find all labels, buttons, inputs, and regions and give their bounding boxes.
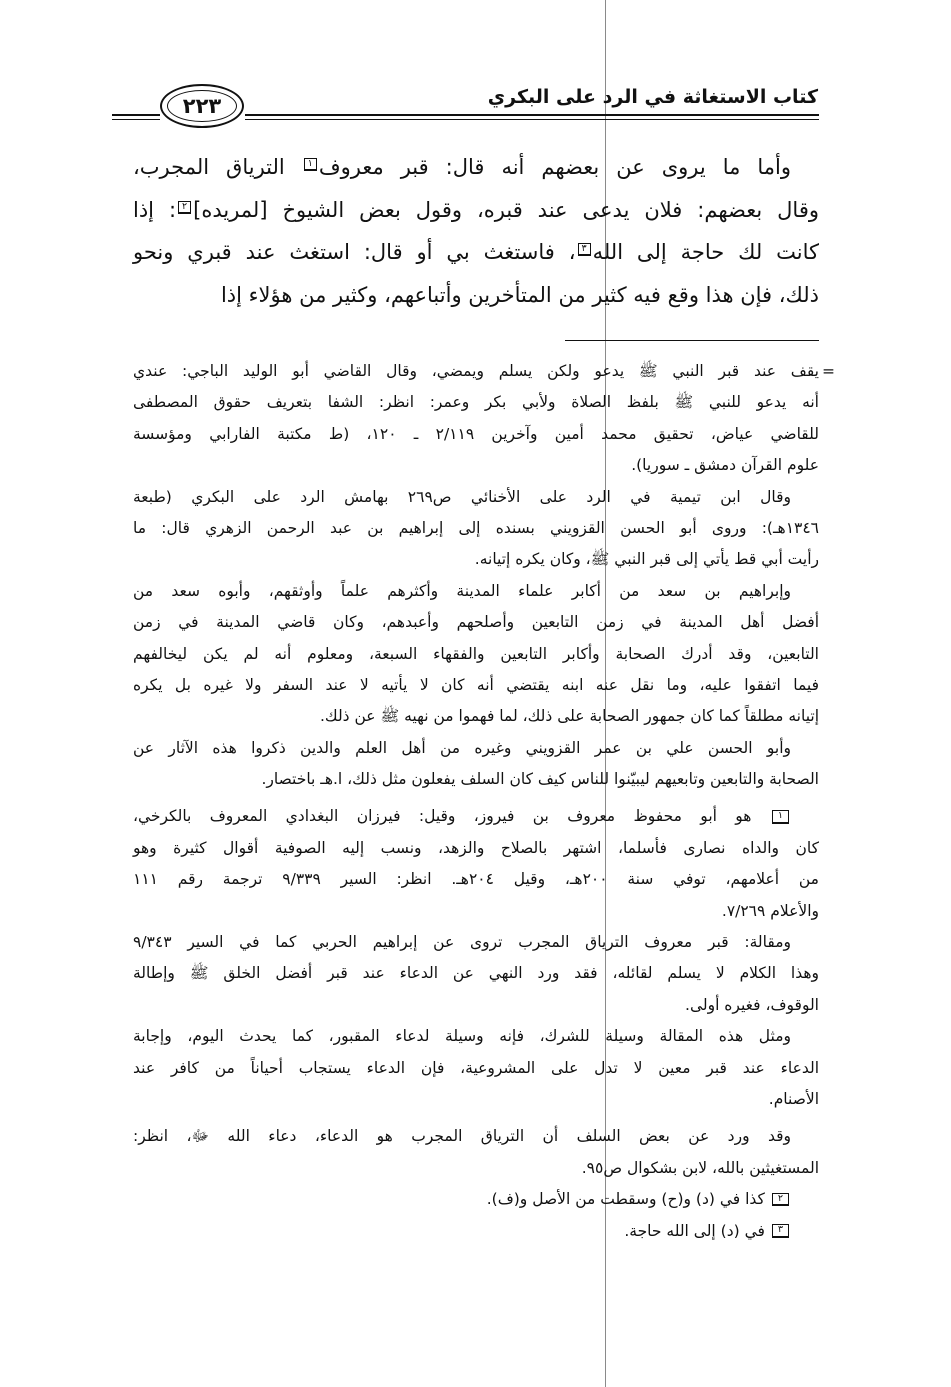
page-number-badge: [160, 84, 244, 128]
footnote-separator: [565, 340, 819, 341]
text-segment: وإبراهيم بن سعد من أكابر علماء المدينة وأكثرهم علماً وأوثقهم، وأبوه سعد من: [133, 581, 791, 600]
text-line: [133, 1021, 819, 1052]
text-line: [133, 482, 819, 513]
text-segment: رأيت أبي قط يأتي إلى قبر النبي ﷺ، وكان يكره إتيانه.: [474, 550, 819, 569]
paragraph: [133, 1121, 819, 1184]
text-segment: الوقوف، فغيره أولى.: [685, 995, 819, 1014]
footnotes: [133, 356, 819, 1247]
paragraph: [133, 733, 819, 796]
text-line: [133, 958, 819, 989]
paragraph: [133, 1216, 819, 1247]
text-segment: من أعلامهم، توفي سنة ٢٠٠هـ، وقيل ٢٠٤هـ. انظر: السير ٩/٣٣٩ ترجمة رقم ١١١: [133, 870, 819, 889]
footnote-marker: ١: [772, 810, 789, 824]
text-line: [133, 1121, 819, 1152]
text-line: [133, 513, 819, 544]
text-line: [133, 990, 819, 1021]
text-segment: الدعاء عند قبر معين لا تدل على المشروعية، فإن الدعاء يستجاب أحياناً من كافر عند: [133, 1058, 819, 1077]
text-segment: التابعين، وقد أدرك الصحابة وأكابر التابعين والفقهاء السبعة، ومعلوم أنه لم يكن ليخالفهم: [133, 644, 819, 663]
text-line: [133, 733, 819, 764]
text-line: [133, 927, 819, 958]
text-segment: كان والداه نصارى فأسلما، اشتهر بالصلاح والزهد، ونسب إليه الصوفية أقوال كثيرة وهو: [133, 838, 819, 857]
text-line: [133, 1153, 819, 1184]
paragraph: [133, 146, 819, 316]
text-segment: ذلك، فإن هذا وقع فيه كثير من المتأخرين وأتباعهم، وكثير من هؤلاء إذا: [220, 282, 819, 307]
text-line: [133, 231, 819, 274]
paragraph: [133, 356, 819, 482]
paragraph: [133, 1021, 819, 1115]
text-segment: وقال ابن تيمية في الرد على الأخنائي ص٢٦٩ بهامش الرد على البكري (طبعة: [133, 487, 791, 506]
text-line: [133, 146, 819, 189]
text-segment: والأعلام ٧/٢٦٩.: [721, 901, 819, 920]
text-segment: كانت لك حاجة إلى الله: [592, 240, 819, 264]
text-segment: الصحابة والتابعين وتابعيهم ليبيّنوا للناس كيف كان السلف يفعلون مثل ذلك، ا.هـ باختصار.: [261, 770, 819, 789]
text-segment: أنه يدعو للنبي ﷺ بلفظ الصلاة ولأبي بكر وعمر: انظر: الشفا بتعريف حقوق المصطفى: [133, 393, 819, 412]
text-line: [133, 607, 819, 638]
text-line: [133, 639, 819, 670]
footnote-marker: ٣: [772, 1224, 789, 1238]
text-segment: : إذا: [133, 197, 177, 222]
text-segment: فيما اتفقوا عليه، وما نقل عنه ابنه يقتضي أنه كان لا يأتيه لا عند السفر ولا غيره بل يكره: [133, 675, 819, 694]
paragraph: [133, 576, 819, 733]
text-line: [133, 356, 819, 387]
paragraph: [133, 927, 819, 1021]
text-segment: كذا في (د) و(ح) وسقطت من الأصل و(ف).: [486, 1190, 770, 1209]
text-line: [133, 576, 819, 607]
text-line: [133, 701, 819, 732]
text-segment: علوم القرآن دمشق ـ سوريا).: [631, 456, 819, 475]
running-header-title: كتاب الاستغاثة في الرد على البكري: [487, 86, 818, 108]
header-rule: [112, 119, 160, 120]
text-line: [133, 387, 819, 418]
text-segment: ومقالة: قبر معروف الترياق المجرب تروى عن إبراهيم الحربي كما في السير ٩/٣٤٣: [133, 933, 791, 952]
text-segment: المستغيثين بالله، لابن بشكوال ص٩٥.: [581, 1158, 819, 1177]
text-line: [133, 419, 819, 450]
footnote-marker: ٢: [178, 201, 191, 214]
text-segment: وأبو الحسن علي بن عمر القزويني وغيره من أهل العلم والدين ذكروا هذه الآثار عن: [133, 738, 791, 757]
text-line: [133, 1053, 819, 1084]
paragraph: [133, 801, 819, 927]
text-segment: للقاضي عياض، تحقيق محمد أمين وآخرين ٢/١١٩ ـ ١٢٠، (ط مكتبة الفارابي ومؤسسة: [133, 424, 819, 443]
header-rule: [245, 114, 819, 116]
text-line: [133, 833, 819, 864]
header-rule: [245, 119, 819, 120]
text-line: [133, 764, 819, 795]
footnote-marker: ٣: [578, 243, 591, 256]
text-segment: ومثل هذه المقالة وسيلة للشرك، فإنه وسيلة لدعاء المقبور، كما يحدث اليوم، وإجابة: [133, 1027, 791, 1046]
text-segment: أفضل أهل المدينة في زمن التابعين وأصلحهم وأعبدهم، وكان قاضي المدينة في زمن: [133, 613, 819, 632]
header-rule: [112, 114, 160, 116]
footnote-continuation-mark: =: [822, 362, 835, 380]
page-number: ٢٢٣: [167, 90, 237, 122]
text-line: [133, 1084, 819, 1115]
text-line: [133, 544, 819, 575]
text-line: [133, 801, 819, 832]
text-line: [133, 864, 819, 895]
text-segment: الأصنام.: [768, 1089, 819, 1108]
footnote-marker: ٢: [772, 1193, 789, 1207]
text-line: [133, 274, 819, 317]
text-segment: يقف عند قبر النبي ﷺ يدعو ولكن يسلم ويمضي، وقال القاضي أبو الوليد الباجي: عندي: [133, 362, 819, 380]
text-segment: وأما ما يروى عن بعضهم أنه قال: قبر معروف: [318, 155, 792, 179]
text-segment: إتيانه مطلقاً كما كان جمهور الصحابة على ذلك، لما فهموا من نهيه ﷺ عن ذلك.: [319, 707, 819, 726]
text-segment: الترياق المجرب،: [133, 155, 302, 179]
text-segment: ، فاستغث بي أو قال: استغث عند قبري ونحو: [133, 240, 576, 264]
paragraph: [133, 482, 819, 576]
text-line: [133, 1184, 819, 1215]
text-line: [133, 189, 819, 232]
text-line: [133, 450, 819, 481]
text-segment: في (د) إلى الله حاجة.: [624, 1221, 770, 1240]
footnote-marker: ١: [304, 158, 317, 171]
text-segment: ١٣٤٦هـ): وروى أبو الحسن القزويني بسنده إلى إبراهيم بن عبد الرحمن الزهري قال: ما: [133, 518, 819, 537]
text-segment: وقال بعضهم: فلان يدعى عند قبره، وقول بعض الشيوخ [لمريده]: [193, 197, 819, 222]
paragraph: [133, 1184, 819, 1215]
text-line: [133, 1216, 819, 1247]
text-line: [133, 670, 819, 701]
text-segment: هو أبو محفوظ معروف بن فيروز، وقيل: فيرزان البغدادي المعروف بالكرخي،: [133, 807, 770, 826]
text-segment: وهذا الكلام لا يسلم لقائله، فقد ورد النهي عن الدعاء عند قبر أفضل الخلق ﷺ وإطالة: [133, 964, 819, 983]
main-text: [133, 146, 819, 316]
text-line: [133, 896, 819, 927]
text-segment: وقد ورد عن بعض السلف أن الترياق المجرب هو الدعاء، دعاء الله ﷻ، انظر:: [133, 1127, 791, 1146]
